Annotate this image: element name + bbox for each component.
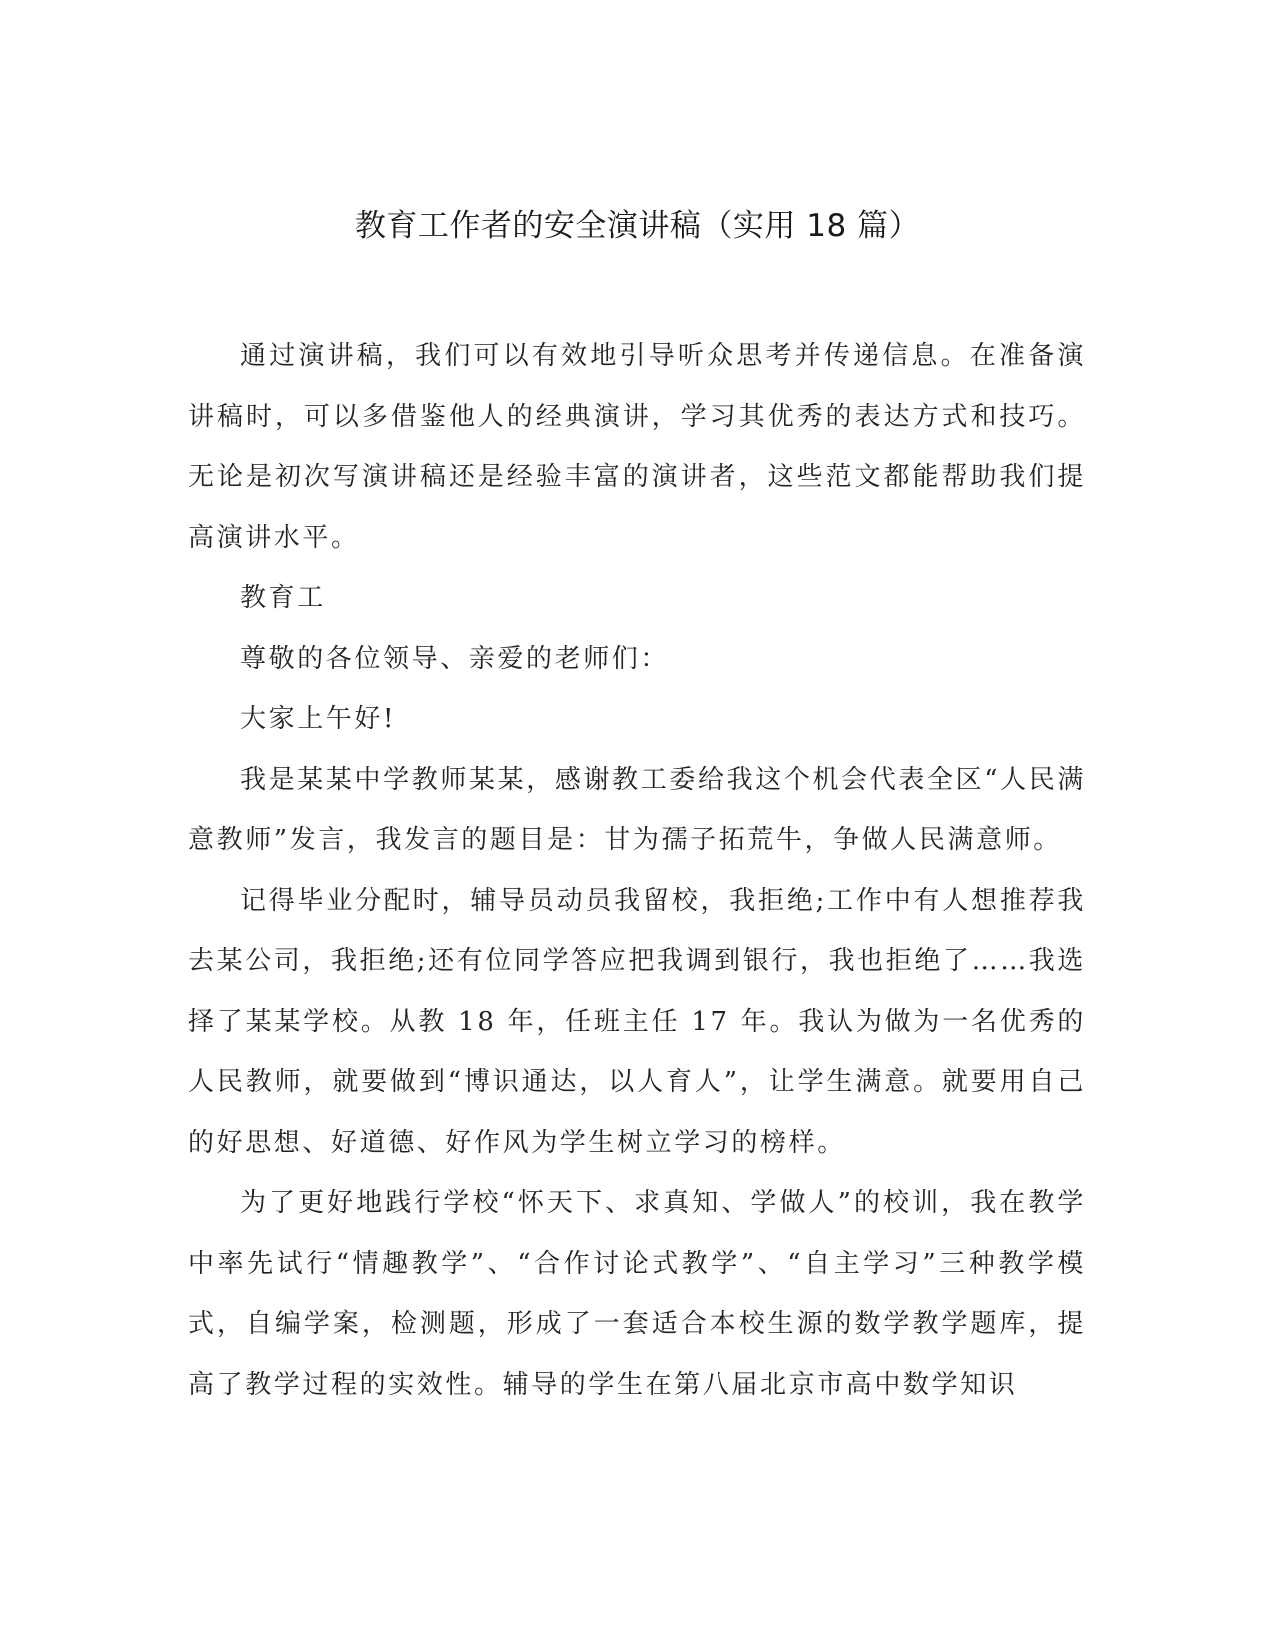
paragraph-teaching-practice: 为了更好地践行学校“怀天下、求真知、学做人”的校训，我在教学中率先试行“情趣教学”、“合作讨论式教学”、“自主学习”三种教学模式，自编学案，检测题，形成了一套适合本校生源的数学教学题库，提高了教学过程的实效性。辅导的学生在第八届北京市高中数学知识 [188,1188,1086,1400]
paragraph-subheading: 教育工 [240,583,326,613]
paragraph-greeting: 大家上午好! [240,704,397,734]
document-body [188,326,1086,1415]
paragraph-career-choice: 记得毕业分配时，辅导员动员我留校，我拒绝;工作中有人想推荐我去某公司，我拒绝;还有位同学答应把我调到银行，我也拒绝了……我选择了某某学校。从教 18 年，任班主任 17 年。我认为做为一名优秀的人民教师，就要做到“博识通达，以人育人”，让学生满意。就要用自己的好思想、好道德、好作风为学生树立学习的榜样。 [188,885,1086,1158]
paragraph-salutation: 尊敬的各位领导、亲爱的老师们： [240,643,670,674]
paragraph-intro: 通过演讲稿，我们可以有效地引导听众思考并传递信息。在准备演讲稿时，可以多借鉴他人的经典演讲，学习其优秀的表达方式和技巧。无论是初次写演讲稿还是经验丰富的演讲者，这些范文都能帮助我们提高演讲水平。 [188,341,1086,553]
document-title: 教育工作者的安全演讲稿（实用 18 篇） [354,208,921,244]
paragraph-self-introduction: 我是某某中学教师某某，感谢教工委给我这个机会代表全区“人民满意教师”发言，我发言的题目是：甘为孺子拓荒牛，争做人民满意师。 [188,764,1086,855]
